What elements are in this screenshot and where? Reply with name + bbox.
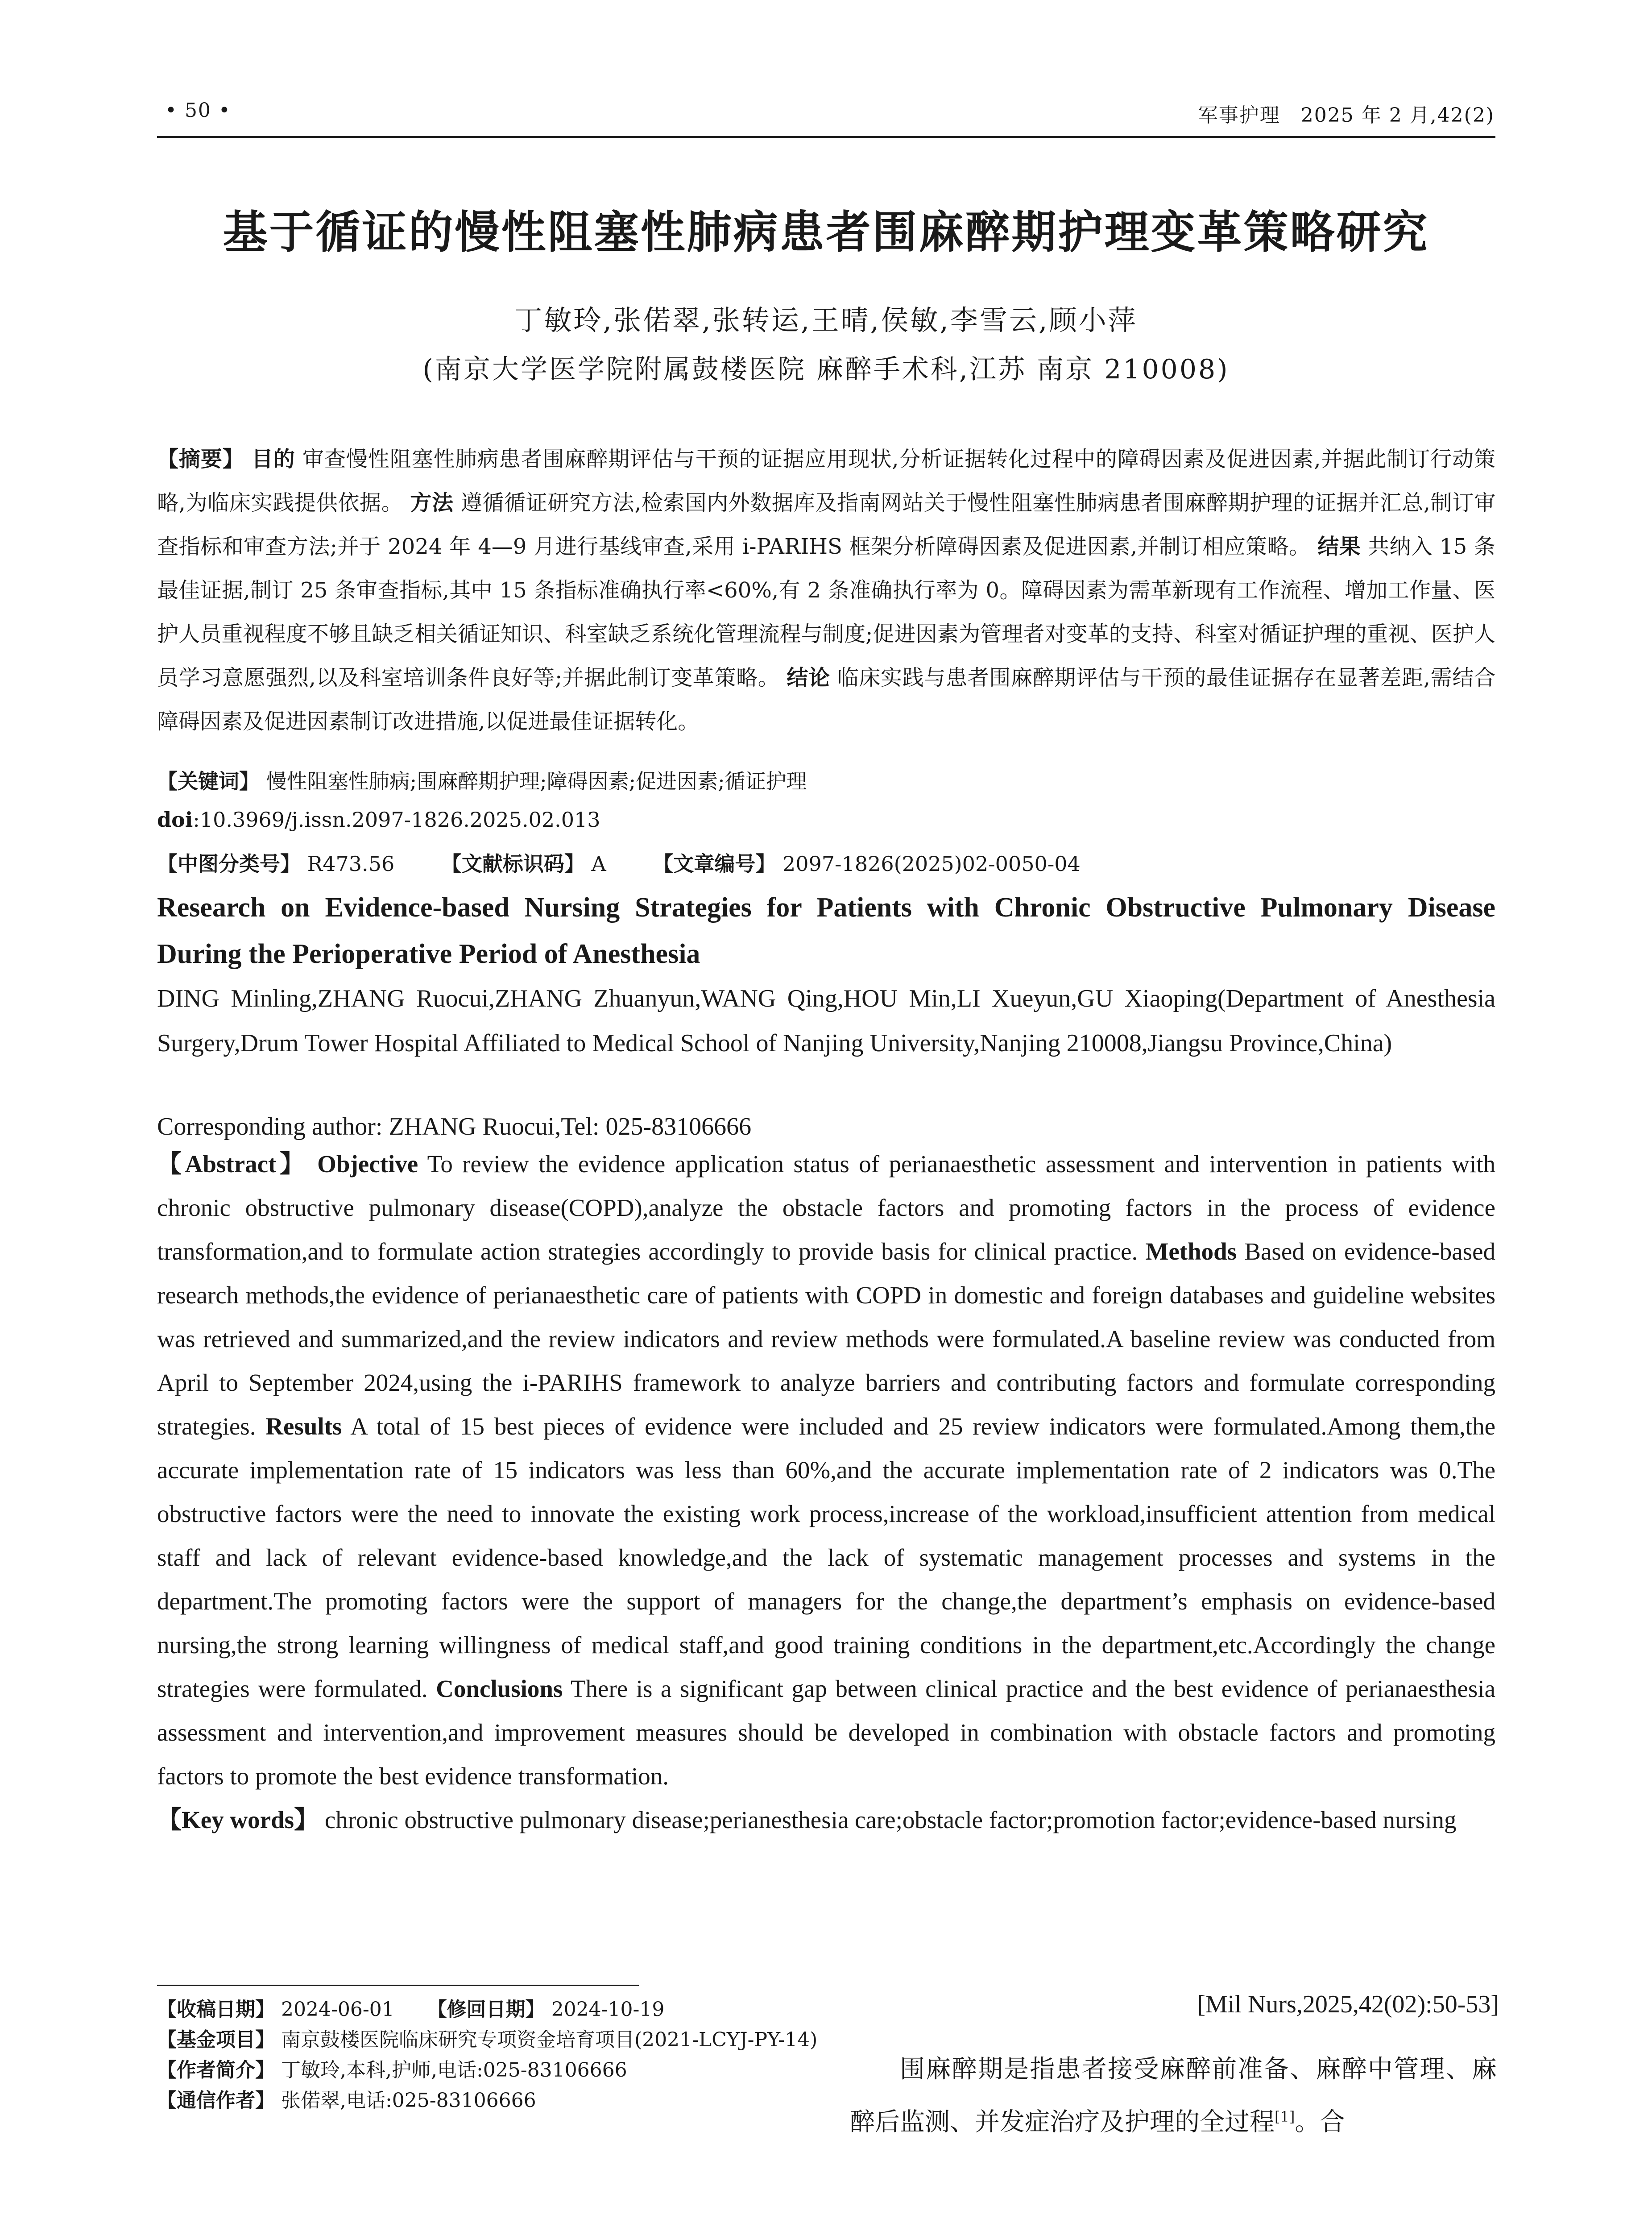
abstract-label: 【摘要】 xyxy=(157,447,244,472)
results-en-text: A total of 15 best pieces of evidence were included and 25 review indicators were formulated.Among them,the accurate implementation rate of 15 indicators was less than 60%,and the accurate implementation rate of 2 indicators was 0.The obstructive factors were the need to innovate the existing work process,increase of the workload,insufficient attention from medical staff and lack of relevant evidence-based knowledge,and the lack of systematic management processes and systems in the department.The promoting factors were the support of managers for the change,the department’s emphasis on evidence-based nursing,the strong learning willingness of medical staff,and good training conditions in the department,etc.Accordingly the change strategies were formulated. xyxy=(157,1413,1496,1702)
objective-label: 目的 xyxy=(251,447,295,472)
results-en-label: Results xyxy=(265,1413,342,1440)
methods-text: 遵循循证研究方法,检索国内外数据库及指南网站关于慢性阻塞性肺病患者围麻醉期护理的证据并汇总,制订审查指标和审查方法;并于 2024 年 4—9 月进行基线审查,采用 i-PARIHS 框架分析障碍因素及促进因素,并制订相应策略。 xyxy=(157,490,1495,559)
doc-code-label: 【文献标识码】 xyxy=(441,852,585,876)
footnote-fund xyxy=(157,2025,826,2055)
clc-label: 【中图分类号】 xyxy=(157,852,301,876)
article-no-label: 【文章编号】 xyxy=(653,852,776,876)
revised-label: 【修回日期】 xyxy=(427,1998,545,2021)
classification-line xyxy=(157,848,1495,877)
corresponding-author: Corresponding author: ZHANG Ruocui,Tel: 025-83106666 xyxy=(157,1113,752,1140)
objective-en-text: To review the evidence application status of perianaesthetic assessment and intervention in patients with chronic obstructive pulmonary disease(COPD),analyze the obstacle factors and promoting factors in the process of evidence transformation,and to formulate action strategies accordingly to provide basis for clinical practice. xyxy=(157,1150,1496,1265)
conclusion-label: 结论 xyxy=(787,665,830,690)
author-intro-label: 【作者简介】 xyxy=(157,2059,275,2082)
affiliation-cn: (南京大学医学院附属鼓楼医院 麻醉手术科,江苏 南京 210008) xyxy=(422,354,1230,385)
article-no-value: 2097-1826(2025)02-0050-04 xyxy=(782,852,1081,876)
methods-en-label: Methods xyxy=(1145,1238,1237,1265)
conclusions-en-label: Conclusions xyxy=(436,1675,563,1702)
body-text: 围麻醉期是指患者接受麻醉前准备、麻醉中管理、麻醉后监测、并发症治疗及护理的全过程 xyxy=(850,2055,1497,2137)
footnote-rule xyxy=(157,1985,639,1986)
footnote-author xyxy=(157,2055,826,2086)
results-label: 结果 xyxy=(1317,534,1361,559)
methods-en-text: Based on evidence-based research methods,the evidence of perianaesthetic care of patients with COPD in domestic and foreign databases and guideline websites was retrieved and summarized,and the review indicators and review methods were formulated.A baseline review was conducted from April to September 2024,using the i-PARIHS framework to analyze barriers and contributing factors and formulate corresponding strategies. xyxy=(157,1238,1495,1440)
keywords-cn xyxy=(157,765,1495,795)
results-text: 共纳入 15 条最佳证据,制订 25 条审查指标,其中 15 条指标准确执行率<60%,有 2 条准确执行率为 0。障碍因素为需革新现有工作流程、增加工作量、医护人员重视程度不够且缺乏相关循证知识、科室缺乏系统化管理流程与制度;促进因素为管理者对变革的支持、科室对循证护理的重视、医护人员学习意愿强烈,以及科室培训条件良好等;并据此制订变革策略。 xyxy=(157,534,1495,690)
abstract-cn xyxy=(157,437,1495,743)
keywords-en-text: chronic obstructive pulmonary disease;perianesthesia care;obstacle factor;promotion factor;evidence-based nursing xyxy=(324,1806,1457,1833)
fund-label: 【基金项目】 xyxy=(157,2028,275,2051)
header-rule xyxy=(157,136,1495,138)
received-label: 【收稿日期】 xyxy=(157,1998,275,2021)
corr-author-text: 张偌翠,电话:025-83106666 xyxy=(281,2089,536,2112)
citation: [Mil Nurs,2025,42(02):50-53] xyxy=(1197,1990,1499,2018)
received-date: 2024-06-01 xyxy=(281,1998,394,2021)
reference-marker: [1] xyxy=(1275,2108,1295,2125)
abstract-en xyxy=(157,1142,1495,1842)
english-title: Research on Evidence-based Nursing Strategies for Patients with Chronic Obstructive Pulmonary Disease During the Perioperative Period of Anesthesia xyxy=(157,892,1495,969)
doi-line xyxy=(157,808,1495,832)
objective-en-label: Objective xyxy=(317,1150,418,1178)
conclusion-text: 临床实践与患者围麻醉期评估与干预的最佳证据存在显著差距,需结合障碍因素及促进因素制订改进措施,以促进最佳证据转化。 xyxy=(157,665,1496,734)
keywords-text: 慢性阻塞性肺病;围麻醉期护理;障碍因素;促进因素;循证护理 xyxy=(266,769,807,793)
methods-label: 方法 xyxy=(410,490,454,515)
body-text-end: 。合 xyxy=(1295,2107,1345,2137)
article-title: 基于循证的慢性阻塞性肺病患者围麻醉期护理变革策略研究 xyxy=(223,206,1429,258)
revised-date: 2024-10-19 xyxy=(551,1998,665,2021)
clc-value: R473.56 xyxy=(307,852,395,876)
conclusions-en-text: There is a significant gap between clinical practice and the best evidence of perianaesthesia assessment and intervention,and improvement measures should be developed in combination with obstacle factors and promoting factors to promote the best evidence transformation. xyxy=(157,1675,1496,1790)
page-number: • 50 • xyxy=(165,99,231,122)
abstract-en-label: 【Abstract】 xyxy=(157,1150,308,1178)
footnote-dates xyxy=(157,1995,826,2025)
fund-text: 南京鼓楼医院临床研究专项资金培育项目(2021-LCYJ-PY-14) xyxy=(281,2028,818,2051)
journal-header: 军事护理 2025 年 2 月,42(2) xyxy=(1198,104,1495,127)
english-authors: DING Minling,ZHANG Ruocui,ZHANG Zhuanyun,WANG Qing,HOU Min,LI Xueyun,GU Xiaoping(Department of Anesthesia Surgery,Drum Tower Hospital Affiliated to Medical School of Nanjing University,Nanjing 210008,Jiangsu Province,China) xyxy=(157,985,1495,1057)
authors-cn: 丁敏玲,张偌翠,张转运,王晴,侯敏,李雪云,顾小萍 xyxy=(514,304,1138,336)
body-paragraph xyxy=(850,2046,1497,2146)
footnote xyxy=(157,1995,826,2116)
corr-author-label: 【通信作者】 xyxy=(157,2089,275,2112)
doi-value: :10.3969/j.issn.2097-1826.2025.02.013 xyxy=(193,808,600,832)
objective-text: 审查慢性阻塞性肺病患者围麻醉期评估与干预的证据应用现状,分析证据转化过程中的障碍因素及促进因素,并据此制订行动策略,为临床实践提供依据。 xyxy=(157,447,1495,515)
footnote-corresponding xyxy=(157,2086,826,2116)
keywords-label: 【关键词】 xyxy=(157,769,260,793)
doi-label: doi xyxy=(157,808,193,832)
keywords-en-label: 【Key words】 xyxy=(157,1806,319,1833)
author-intro-text: 丁敏玲,本科,护师,电话:025-83106666 xyxy=(281,2059,627,2082)
doc-code-value: A xyxy=(591,852,606,876)
